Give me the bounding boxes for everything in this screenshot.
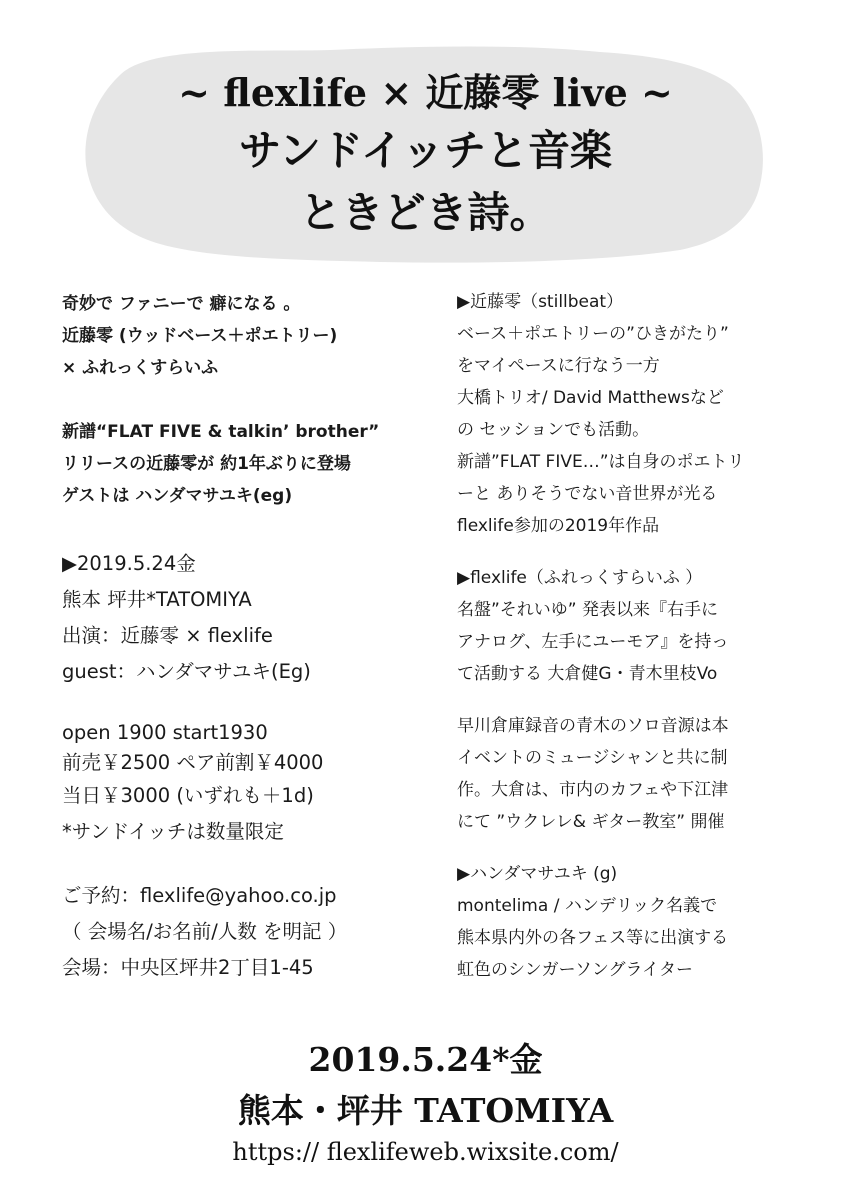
event-open-start: open 1900 start1930 — [62, 721, 268, 744]
event-details — [62, 546, 452, 986]
intro-line: × ふれっくすらいふ — [62, 358, 219, 378]
header-title-line3: ときどき詩。 — [299, 188, 552, 237]
event-reservation-note: （ 会場名/お名前/人数 を明記 ） — [62, 920, 348, 943]
artist-profiles — [457, 286, 837, 986]
profile-line: 新譜”FLAT FIVE…”は自身のポエトリ — [457, 452, 745, 472]
event-advance-price: 前売￥2500 ペア前割￥4000 — [62, 751, 324, 774]
event-spacer — [62, 690, 452, 718]
profile-flexlife-more — [457, 710, 837, 838]
profile-line: 大橋トリオ/ David Matthewsなど — [457, 388, 724, 408]
event-performers: 出演：近藤零 × flexlife — [62, 624, 273, 647]
intro-line: 奇妙で ファニーで 癖になる 。 — [62, 294, 301, 314]
profile-line: をマイペースに行なう一方 — [457, 356, 660, 376]
profile-spacer — [457, 542, 837, 562]
event-reservation: ご予約：flexlife@yahoo.co.jp — [62, 884, 337, 907]
profile-heading: ▶近藤零（stillbeat） — [457, 292, 624, 312]
footer-date: 2019.5.24*金 — [308, 1040, 543, 1079]
event-guest: guest：ハンダマサユキ(Eg) — [62, 660, 311, 683]
profile-line: の セッションでも活動。 — [457, 420, 650, 440]
intro-line: ゲストは ハンダマサユキ(eg) — [62, 486, 293, 506]
profile-line: アナログ、左手にユーモア』を持っ — [457, 632, 729, 652]
profile-heading: ▶flexlife（ふれっくすらいふ ） — [457, 568, 703, 588]
header-title-line2: サンドイッチと音楽 — [239, 126, 612, 175]
intro-line: リリースの近藤零が 約1年ぶりに登場 — [62, 454, 351, 474]
profile-spacer — [457, 838, 837, 858]
intro-block — [62, 288, 442, 512]
profile-line: にて ”ウクレレ& ギター教室” 開催 — [457, 812, 725, 832]
event-door-price: 当日￥3000 (いずれも＋1d) — [62, 784, 314, 807]
profile-kondo — [457, 286, 837, 542]
profile-line: イベントのミュージシャンと共に制 — [457, 748, 728, 768]
intro-spacer — [62, 384, 442, 416]
footer-venue: 熊本・坪井 TATOMIYA — [237, 1091, 614, 1130]
profile-line: 虹色のシンガーソングライター — [457, 960, 694, 980]
profile-line: 名盤”それいゆ” 発表以来『右手に — [457, 600, 719, 620]
profile-line: て活動する 大倉健G・青木里枝Vo — [457, 664, 718, 684]
profile-line: ーと ありそうでない音世界が光る — [457, 484, 718, 504]
profile-line: 作。大倉は、市内のカフェや下江津 — [457, 780, 729, 800]
profile-line: montelima / ハンデリック名義で — [457, 896, 718, 916]
event-note: *サンドイッチは数量限定 — [62, 820, 284, 843]
event-venue: 熊本 坪井*TATOMIYA — [62, 588, 252, 611]
intro-line: 新譜“FLAT FIVE & talkin’ brother” — [62, 422, 380, 442]
event-spacer — [62, 850, 452, 878]
profile-line: 熊本県内外の各フェス等に出演する — [457, 928, 729, 948]
intro-line: 近藤零 (ウッドベース＋ポエトリー) — [62, 326, 338, 346]
header-title-line1: ~ flexlife × 近藤零 live ~ — [178, 70, 673, 115]
profile-line: flexlife参加の2019年作品 — [457, 516, 660, 536]
profile-flexlife — [457, 562, 837, 690]
profile-line: ベース＋ポエトリーの”ひきがたり” — [457, 324, 729, 344]
profile-handa — [457, 858, 837, 986]
profile-line: 早川倉庫録音の青木のソロ音源は本 — [457, 716, 729, 736]
event-date: ▶2019.5.24金 — [62, 552, 196, 575]
profile-spacer — [457, 690, 837, 710]
footer-url-link[interactable]: https:// flexlifeweb.wixsite.com/ — [232, 1138, 619, 1166]
profile-heading: ▶ハンダマサユキ (g) — [457, 864, 618, 884]
event-address: 会場：中央区坪井2丁目1-45 — [62, 956, 314, 979]
